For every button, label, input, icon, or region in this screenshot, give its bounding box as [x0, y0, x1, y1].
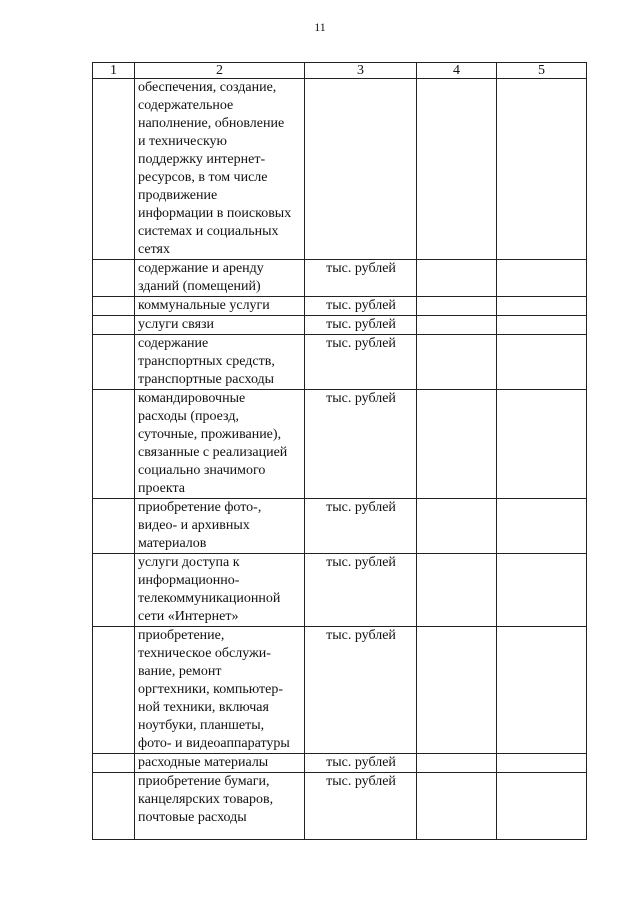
cell-col4: [417, 316, 497, 335]
cell-expense-item: [135, 499, 305, 554]
expense-item-line: услуги доступа к: [138, 555, 240, 570]
cell-col4: [417, 554, 497, 627]
expense-item-line: почтовые расходы: [138, 810, 247, 825]
cell-col4: [417, 754, 497, 773]
expense-item-line: сетях: [138, 242, 170, 257]
expense-item-line: обеспечения, создание,: [138, 80, 277, 95]
cell-col1: [93, 390, 135, 499]
cell-col4: [417, 499, 497, 554]
table-header-row: [93, 63, 587, 79]
expense-item-line: командировочные: [138, 391, 246, 406]
cell-col4: [417, 297, 497, 316]
cell-unit: тыс. рублей: [305, 335, 417, 390]
cell-expense-item: [135, 627, 305, 754]
expense-item-line: оргтехники, компьютер-: [138, 682, 283, 697]
cell-col1: [93, 79, 135, 260]
expense-item-line: информации в поисковых: [138, 206, 292, 221]
table-row: [93, 627, 587, 754]
cell-col1: [93, 499, 135, 554]
expense-item-line: ресурсов, в том числе: [138, 170, 268, 185]
page-number: 11: [314, 20, 326, 34]
column-header: 3: [305, 63, 417, 79]
cell-col4: [417, 79, 497, 260]
expense-item-line: расходы (проезд,: [138, 409, 239, 424]
cell-unit: тыс. рублей: [305, 773, 417, 840]
table-row: [93, 297, 587, 316]
cell-col5: [497, 627, 587, 754]
expense-item-line: поддержку интернет-: [138, 152, 266, 167]
expense-item-line: и техническую: [138, 134, 228, 149]
cell-unit: тыс. рублей: [305, 316, 417, 335]
expense-item-line: приобретение,: [138, 628, 225, 643]
cell-col5: [497, 499, 587, 554]
expense-item-line: приобретение фото-,: [138, 500, 262, 515]
expense-item-line: видео- и архивных: [138, 518, 250, 533]
expense-item-line: социально значимого: [138, 463, 266, 478]
expense-item-line: ной техники, включая: [138, 700, 269, 715]
table-row: [93, 260, 587, 297]
cell-col5: [497, 754, 587, 773]
expense-item-line: фото- и видеоаппаратуры: [138, 736, 290, 751]
cell-unit: тыс. рублей: [305, 754, 417, 773]
cell-unit: тыс. рублей: [305, 390, 417, 499]
cell-col1: [93, 316, 135, 335]
table-row: [93, 316, 587, 335]
cell-col5: [497, 316, 587, 335]
expense-item-line: продвижение: [138, 188, 218, 203]
expense-item-line: содержание и аренду: [138, 261, 264, 276]
table-row: [93, 79, 587, 260]
cell-unit: тыс. рублей: [305, 554, 417, 627]
expense-item-line: зданий (помещений): [138, 279, 261, 294]
cell-expense-item: [135, 79, 305, 260]
column-header: 2: [135, 63, 305, 79]
table-row: [93, 335, 587, 390]
expense-item-line: канцелярских товаров,: [138, 792, 274, 807]
expense-item-line: суточные, проживание),: [138, 427, 282, 442]
budget-table: [92, 62, 587, 840]
expense-item-line: наполнение, обновление: [138, 116, 285, 131]
expense-item-line: коммунальные услуги: [138, 298, 270, 313]
column-header: 1: [93, 63, 135, 79]
cell-col5: [497, 79, 587, 260]
expense-item-line: услуги связи: [138, 317, 215, 332]
expense-item-line: расходные материалы: [138, 755, 269, 770]
expense-item-line: содержательное: [138, 98, 234, 113]
cell-col1: [93, 297, 135, 316]
expense-item-line: транспортных средств,: [138, 354, 275, 369]
cell-col4: [417, 260, 497, 297]
expense-item-line: вание, ремонт: [138, 664, 222, 679]
cell-expense-item: [135, 773, 305, 840]
expense-item-line: телекоммуникационной: [138, 591, 281, 606]
cell-unit: тыс. рублей: [305, 260, 417, 297]
expense-item-line: связанные с реализацией: [138, 445, 288, 460]
expense-item-line: системах и социальных: [138, 224, 279, 239]
cell-col4: [417, 390, 497, 499]
cell-col5: [497, 773, 587, 840]
table-row: [93, 554, 587, 627]
column-header: 5: [497, 63, 587, 79]
cell-expense-item: [135, 316, 305, 335]
cell-col4: [417, 773, 497, 840]
cell-unit: [305, 79, 417, 260]
column-header: 4: [417, 63, 497, 79]
cell-expense-item: [135, 260, 305, 297]
cell-unit: тыс. рублей: [305, 499, 417, 554]
cell-expense-item: [135, 390, 305, 499]
table-row: [93, 773, 587, 840]
cell-col5: [497, 390, 587, 499]
expense-item-line: техническое обслужи-: [138, 646, 271, 661]
cell-col1: [93, 754, 135, 773]
expense-item-line: информационно-: [138, 573, 240, 588]
cell-col1: [93, 627, 135, 754]
expense-item-line: приобретение бумаги,: [138, 774, 270, 789]
cell-col5: [497, 260, 587, 297]
cell-expense-item: [135, 297, 305, 316]
cell-col1: [93, 335, 135, 390]
cell-expense-item: [135, 754, 305, 773]
expense-item-line: сети «Интернет»: [138, 609, 239, 624]
cell-col1: [93, 554, 135, 627]
cell-col5: [497, 335, 587, 390]
expense-item-line: ноутбуки, планшеты,: [138, 718, 265, 733]
table-row: [93, 499, 587, 554]
expense-item-line: транспортные расходы: [138, 372, 275, 387]
cell-col5: [497, 297, 587, 316]
cell-unit: тыс. рублей: [305, 627, 417, 754]
expense-item-line: проекта: [138, 481, 185, 496]
cell-col5: [497, 554, 587, 627]
expense-item-line: содержание: [138, 336, 209, 351]
cell-expense-item: [135, 335, 305, 390]
cell-unit: тыс. рублей: [305, 297, 417, 316]
cell-col1: [93, 773, 135, 840]
cell-col4: [417, 627, 497, 754]
expense-item-line: материалов: [138, 536, 207, 551]
table-row: [93, 390, 587, 499]
cell-expense-item: [135, 554, 305, 627]
cell-col4: [417, 335, 497, 390]
table-row: [93, 754, 587, 773]
table-body: [93, 79, 587, 840]
cell-col1: [93, 260, 135, 297]
